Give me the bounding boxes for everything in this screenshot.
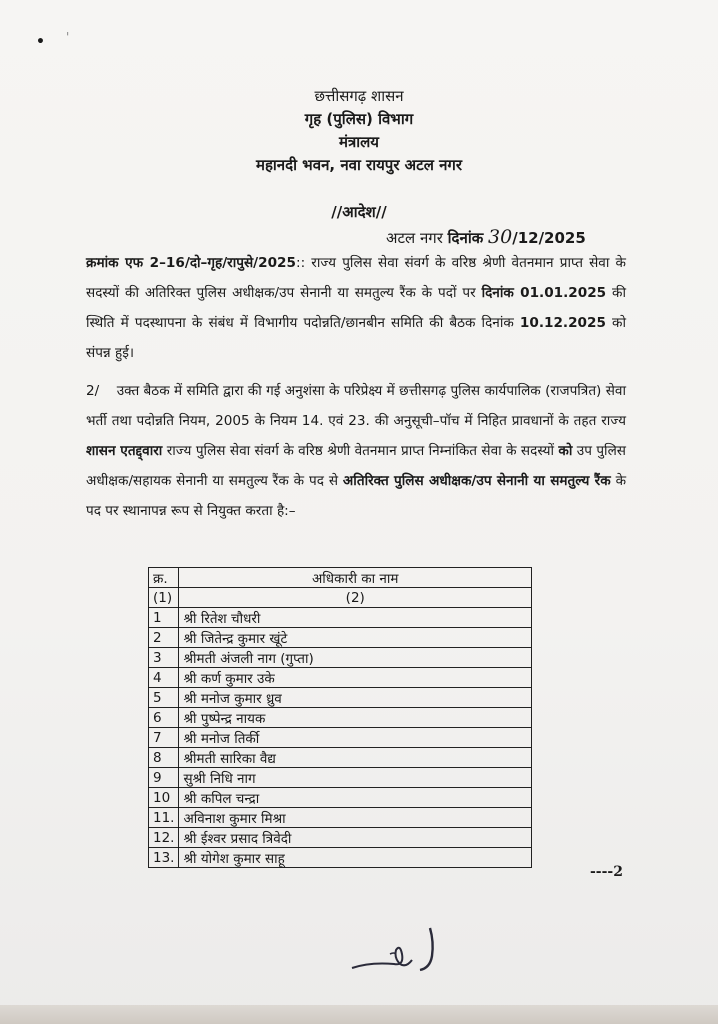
- officer-name: श्री ईश्वर प्रसाद त्रिवेदी: [179, 828, 532, 848]
- table-row: [149, 628, 532, 648]
- header-ministry: मंत्रालय: [338, 133, 379, 151]
- officer-serial: 6: [149, 708, 179, 728]
- para2-text-c: उप पुलिस अधीक्षक/सहायक सेनानी या समतुल्य रैंक के पद से: [86, 443, 626, 489]
- para2-bold-a: शासन एतद्द्वारा: [86, 443, 163, 459]
- table-row: [149, 808, 532, 828]
- date-month-year: /12/2025: [512, 229, 586, 247]
- table-row: [149, 668, 532, 688]
- page-continuation: ----2: [590, 864, 623, 880]
- date-day-handwritten: 30: [488, 226, 513, 248]
- officer-name: श्री कर्ण कुमार उके: [179, 668, 532, 688]
- paragraph-1: [86, 248, 626, 368]
- officer-serial: 5: [149, 688, 179, 708]
- para1-text-c: को संपन्न हुई।: [86, 315, 626, 361]
- officer-name: श्रीमती अंजली नाग (गुप्ता): [179, 648, 532, 668]
- para2-text-d: के पद पर स्थानापन्न रूप से नियुक्त करता है:–: [86, 473, 627, 519]
- para1-text-a: :: राज्य पुलिस सेवा संवर्ग के वरिष्ठ श्रेणी वेतनमान प्राप्त सेवा के सदस्यों की अतिरिक्त पुलिस अधीक्षक/उप सेनानी या समतुल्य रैंक के पदों पर: [86, 255, 626, 301]
- order-title: //आदेश//: [331, 203, 387, 221]
- para2-bold-c: अतिरिक्त पुलिस अधीक्षक/उप सेनानी या समतुल्य रैंक: [342, 473, 611, 489]
- page-bottom-edge: [0, 1005, 718, 1024]
- paragraph-2: [86, 376, 626, 526]
- table-row: [149, 828, 532, 848]
- officers-table: [148, 567, 532, 868]
- officer-name: श्री रितेश चौधरी: [179, 608, 532, 628]
- table-row: [149, 688, 532, 708]
- officer-serial: 4: [149, 668, 179, 688]
- header-govt: छत्तीसगढ़ शासन: [314, 87, 404, 105]
- col-sub-serial: (1): [149, 588, 179, 608]
- corner-mark: •: [36, 34, 45, 50]
- table-row: [149, 748, 532, 768]
- date-line: [386, 226, 586, 248]
- col-header-serial: क्र.: [149, 568, 179, 588]
- table-row: [149, 728, 532, 748]
- header-department: गृह (पुलिस) विभाग: [304, 110, 414, 128]
- officer-serial: 10: [149, 788, 179, 808]
- officer-name: श्री मनोज तिर्की: [179, 728, 532, 748]
- para2-number: 2/: [86, 383, 100, 399]
- table-row: [149, 788, 532, 808]
- officer-name: श्रीमती सारिका वैद्य: [179, 748, 532, 768]
- para2-text-a: उक्त बैठक में समिति द्वारा की गई अनुशंसा के परिप्रेक्ष्य में छत्तीसगढ़ पुलिस कार्यपालिक (राजपत्रित) सेवा भर्ती तथा पदोन्नति नियम, 2005 के नियम 14. एवं 23. की अनुसूची–पॉच में निहित प्रावधानों के तहत राज्य: [86, 383, 626, 429]
- header-address: महानदी भवन, नवा रायपुर अटल नगर: [255, 156, 463, 174]
- officers-table-body: [149, 608, 532, 868]
- table-row: [149, 648, 532, 668]
- officer-name: श्री मनोज कुमार ध्रुव: [179, 688, 532, 708]
- para2-text-b: राज्य पुलिस सेवा संवर्ग के वरिष्ठ श्रेणी वेतनमान प्राप्त निम्नांकित सेवा के सदस्यों: [162, 443, 559, 459]
- para1-meeting-date: 10.12.2025: [519, 315, 606, 331]
- officer-name: श्री योगेश कुमार साहू: [179, 848, 532, 868]
- table-row: [149, 608, 532, 628]
- officer-serial: 2: [149, 628, 179, 648]
- table-row: [149, 768, 532, 788]
- para1-date: दिनांक 01.01.2025: [481, 285, 607, 301]
- officer-name: श्री जितेन्द्र कुमार खूंटे: [179, 628, 532, 648]
- officer-serial: 11.: [149, 808, 179, 828]
- signature-image: [350, 924, 450, 984]
- officer-serial: 8: [149, 748, 179, 768]
- officer-serial: 3: [149, 648, 179, 668]
- corner-tick: ': [66, 30, 70, 44]
- officer-name: सुश्री निधि नाग: [179, 768, 532, 788]
- officer-serial: 13.: [149, 848, 179, 868]
- officer-serial: 12.: [149, 828, 179, 848]
- officer-name: अविनाश कुमार मिश्रा: [179, 808, 532, 828]
- date-label: दिनांक: [447, 229, 484, 247]
- officer-serial: 1: [149, 608, 179, 628]
- date-place: अटल नगर: [386, 229, 443, 247]
- officer-serial: 7: [149, 728, 179, 748]
- officer-name: श्री कपिल चन्द्रा: [179, 788, 532, 808]
- officer-serial: 9: [149, 768, 179, 788]
- para1-text-b: की स्थिति में पदस्थापना के संबंध में विभागीय पदोन्नति/छानबीन समिति की बैठक दिनांक: [86, 285, 626, 331]
- table-row: [149, 708, 532, 728]
- officer-name: श्री पुष्पेन्द्र नायक: [179, 708, 532, 728]
- col-sub-name: (2): [179, 588, 532, 608]
- para2-bold-b: को: [558, 443, 573, 459]
- order-number: क्रमांक एफ 2–16/दो–गृह/रापुसे/2025: [86, 255, 296, 271]
- table-row: [149, 848, 532, 868]
- col-header-name: अधिकारी का नाम: [179, 568, 532, 588]
